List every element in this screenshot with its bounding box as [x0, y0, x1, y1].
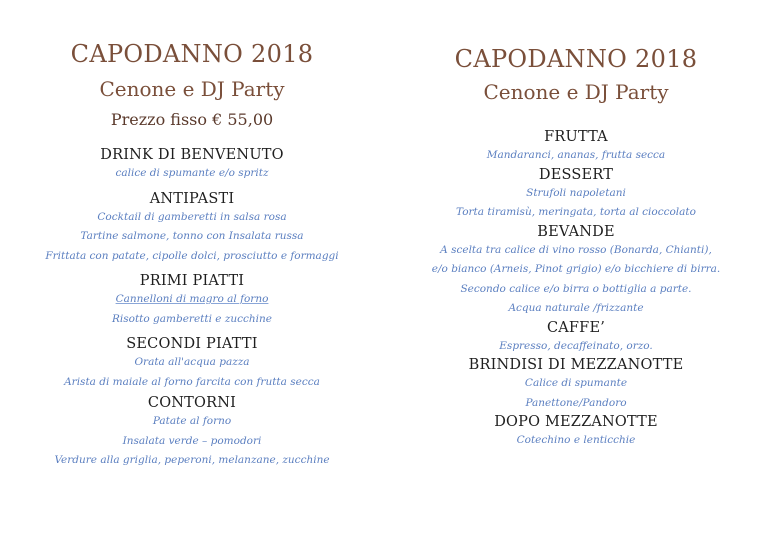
menu-section-contorni [0, 394, 384, 471]
menu-item: Calice di spumante [524, 377, 628, 389]
menu-item: Tartine salmone, tonno con Insalata russa [80, 230, 304, 242]
section-heading: PRIMI PIATTI [139, 273, 245, 289]
menu-page-right [384, 0, 768, 542]
menu-item: Espresso, decaffeinato, orzo. [499, 339, 653, 352]
page-subtitle: Cenone e DJ Party [483, 80, 669, 104]
menu-list [0, 146, 384, 471]
section-heading: FRUTTA [544, 129, 608, 145]
menu-item: Patate al forno [152, 415, 232, 427]
menu-section-secondi [0, 335, 384, 392]
section-heading: DRINK DI BENVENUTO [100, 147, 284, 163]
menu-item: Panettone/Pandoro [525, 396, 627, 409]
menu-item: Secondo calice e/o birra o bottiglia a parte. [460, 282, 692, 295]
menu-section-bevande [384, 223, 768, 319]
menu-section-brindisi [384, 356, 768, 413]
menu-item: Verdure alla griglia, peperoni, melanzane, zucchine [54, 454, 330, 466]
menu-section-dopo-mezzanotte [384, 413, 768, 451]
menu-section-drink [0, 146, 384, 184]
menu-item: Risotto gamberetti e zucchine [111, 312, 273, 325]
menu-item: A scelta tra calice di vino rosso (Bonarda, Chianti), [440, 243, 712, 256]
page-title: CAPODANNO 2018 [70, 40, 314, 68]
menu-section-frutta [384, 128, 768, 166]
fixed-price: Prezzo fisso € 55,00 [110, 110, 274, 129]
menu-section-antipasti [0, 190, 384, 267]
menu-item: Orata all'acqua pazza [134, 356, 250, 368]
menu-item: Cotechino e lenticchie [516, 434, 636, 446]
page-subtitle: Cenone e DJ Party [99, 77, 285, 101]
menu-section-primi [0, 272, 384, 329]
menu-item: Cannelloni di magro al forno [115, 293, 269, 305]
menu-item: Mandaranci, ananas, frutta secca [486, 149, 666, 161]
menu-item: Arista di maiale al forno farcita con frutta secca [64, 375, 320, 388]
section-heading: CAFFE’ [546, 319, 606, 336]
page-title: CAPODANNO 2018 [454, 45, 698, 73]
menu-item: Acqua naturale /frizzante [508, 302, 644, 314]
menu-item: Torta tiramisù, meringata, torta al cioccolato [456, 206, 696, 218]
section-heading: CONTORNI [147, 395, 237, 411]
menu-section-dessert [384, 166, 768, 223]
section-heading: SECONDI PIATTI [126, 336, 258, 352]
section-heading: DOPO MEZZANOTTE [494, 414, 658, 430]
menu-item: Cocktail di gamberetti in salsa rosa [97, 210, 287, 223]
menu-list [384, 128, 768, 451]
section-heading: DESSERT [538, 166, 614, 183]
menu-item: Strufoli napoletani [526, 186, 626, 199]
section-heading: ANTIPASTI [149, 190, 235, 207]
section-heading: BRINDISI DI MEZZANOTTE [468, 357, 684, 373]
menu-item: Frittata con patate, cipolle dolci, prosciutto e formaggi [45, 249, 339, 262]
section-heading: BEVANDE [537, 223, 615, 240]
menu-section-caffe [384, 319, 768, 357]
menu-item: Insalata verde – pomodori [122, 434, 262, 447]
menu-item: calice di spumante e/o spritz [115, 167, 269, 179]
menu-item: e/o bianco (Arneis, Pinot grigio) e/o bicchiere di birra. [431, 263, 721, 275]
